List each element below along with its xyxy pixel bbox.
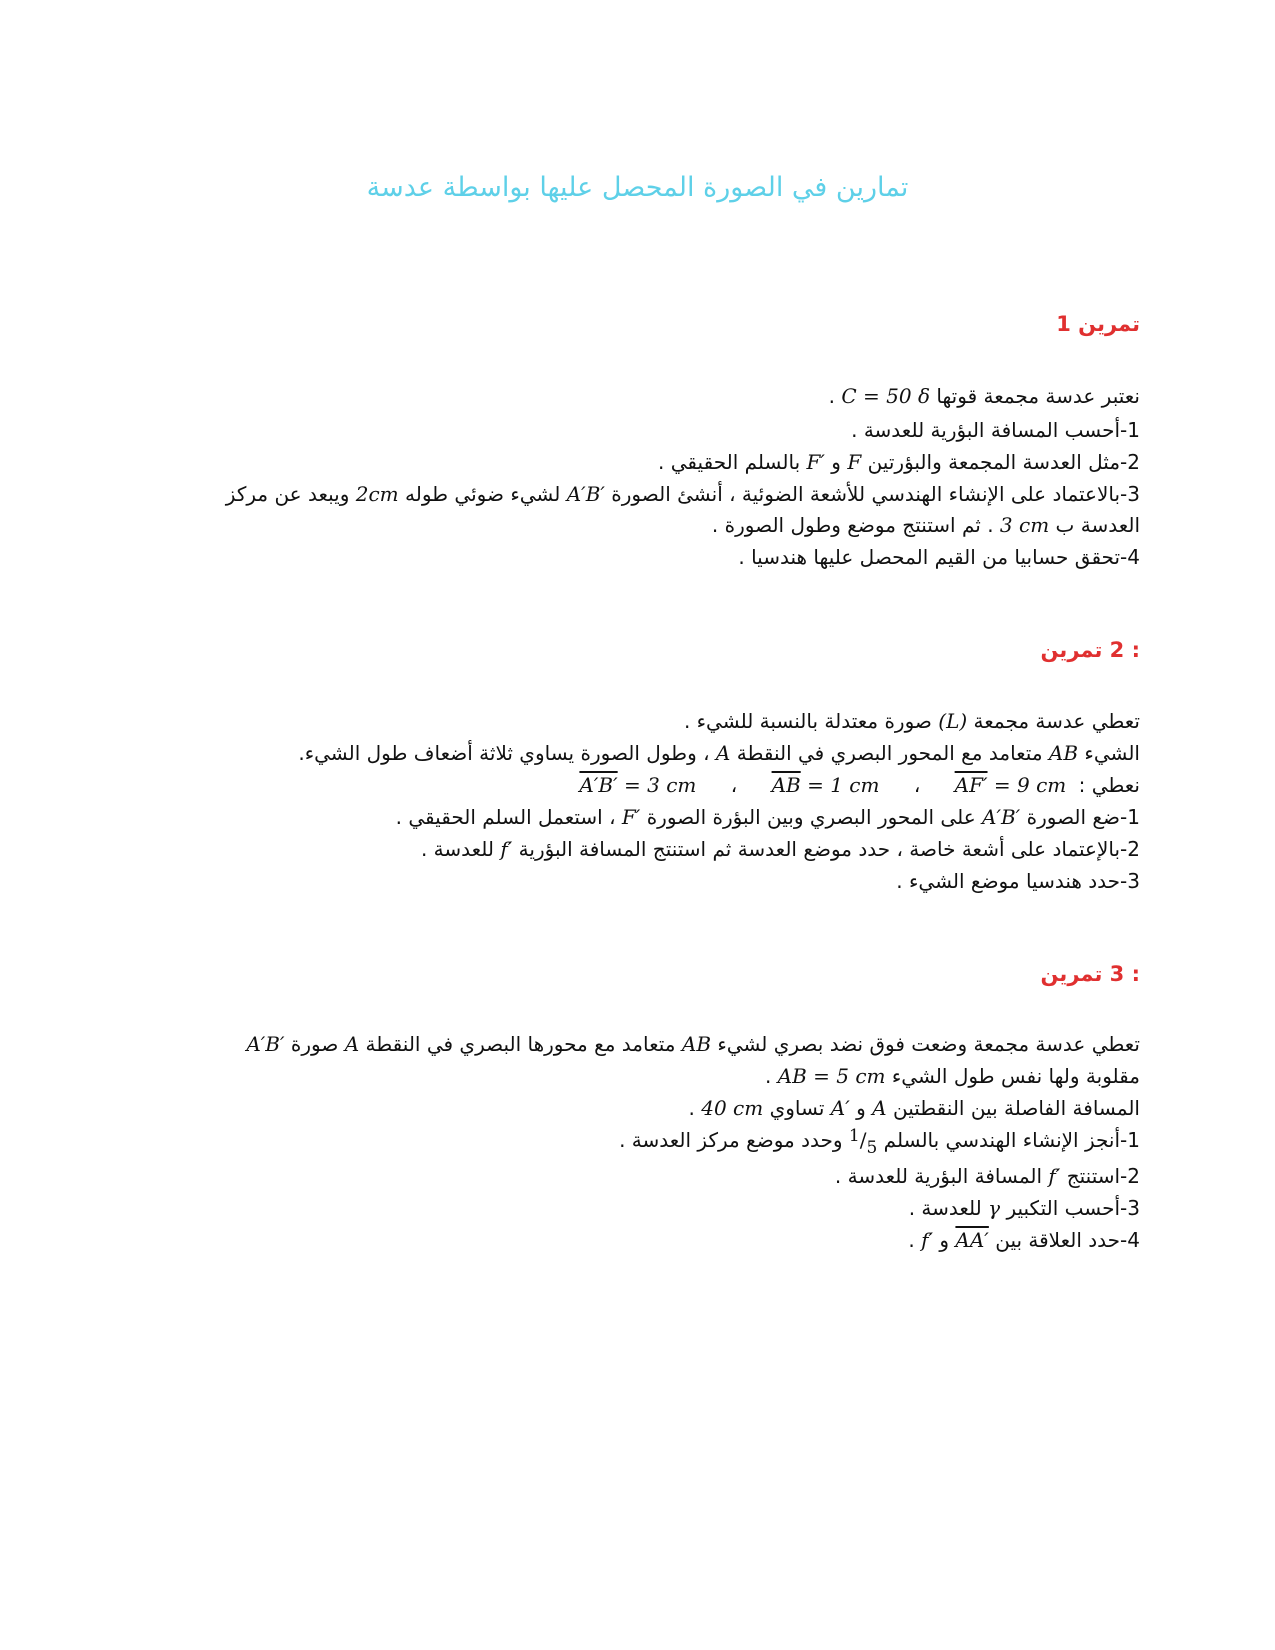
ex3-line-5-text: 2-استنتج: [1066, 1164, 1140, 1188]
ex1-line-2-text: 1-أحسب المسافة البؤرية للعدسة .: [851, 418, 1140, 442]
ex2-line-3-label: نعطي :: [1078, 773, 1140, 797]
ex2-line-4-text: 1-ضع الصورة: [1026, 805, 1140, 829]
ex2-line-1-math: (L): [938, 709, 968, 733]
ex3-line-1-text: تعطي عدسة مجمعة وضعت فوق نضد بصري لشيء: [717, 1032, 1140, 1056]
ex3-line-4: [619, 1126, 1140, 1156]
ex3-line-6: [909, 1194, 1140, 1222]
ex1-line-3-end: بالسلم الحقيقي .: [658, 450, 801, 474]
scale-denominator: 5: [866, 1138, 878, 1158]
exercise-1-heading: تمرين 1: [1056, 312, 1140, 336]
ex2-line-3-math-ab: [772, 771, 880, 799]
ex1-line-4-math-length: 2cm: [355, 482, 399, 506]
ex1-line-3-math-fprime: F′: [806, 450, 825, 474]
ex2-line-2: [298, 739, 1140, 767]
ex3-line-5-math: f′: [1048, 1164, 1061, 1188]
ex3-line-3-text: المسافة الفاصلة بين النقطتين: [892, 1096, 1140, 1120]
ex1-line-5-text: العدسة ب: [1055, 513, 1140, 537]
ex3-line-3-end: .: [688, 1096, 695, 1120]
ex2-line-3-af-vector: AF′: [954, 773, 988, 797]
ex3-line-7-text: 4-حدد العلاقة بين: [995, 1228, 1140, 1252]
ex2-line-5-text-2: للعدسة .: [420, 837, 494, 861]
ex2-line-1-text: تعطي عدسة مجمعة: [973, 709, 1140, 733]
ex1-line-4-text-2: لشيء ضوئي طوله: [405, 482, 561, 506]
ex1-line-5-text-2: . ثم استنتج موضع وطول الصورة .: [711, 513, 994, 537]
ex3-line-6-text-2: للعدسة .: [908, 1196, 982, 1220]
ex3-line-3-math-distance: 40 cm: [701, 1096, 764, 1120]
ex1-line-3-text: 2-مثل العدسة المجمعة والبؤرتين: [867, 450, 1140, 474]
ex2-line-5-text: 2-بالإعتماد على أشعة خاصة ، حدد موضع العدسة ثم استنتج المسافة البؤرية: [518, 837, 1140, 861]
ex2-line-3-af-value: = 9 cm: [987, 773, 1067, 797]
ex1-line-1-math: C = 50 δ: [841, 384, 930, 408]
ex1-line-5: [712, 511, 1140, 539]
ex2-line-2-text-2: متعامد مع المحور البصري في النقطة: [736, 741, 1043, 765]
ex3-line-1-math-a: A: [344, 1032, 360, 1056]
ex3-line-1-math-image: A′B′: [246, 1032, 285, 1056]
ex3-line-7-and: و: [939, 1228, 950, 1252]
ex3-line-7: [908, 1226, 1140, 1254]
scale-numerator: 1: [848, 1126, 860, 1146]
ex1-line-1-end: .: [828, 384, 836, 408]
ex2-line-1-text-2: صورة معتدلة بالنسبة للشيء .: [683, 709, 932, 733]
ex1-line-5-math: 3 cm: [999, 513, 1050, 537]
ex1-line-4-math-image: A′B′: [566, 482, 605, 506]
ex1-line-2: [851, 416, 1140, 444]
ex3-line-2-end: .: [764, 1064, 772, 1088]
ex3-line-2: [765, 1062, 1140, 1090]
ex3-line-2-text: مقلوبة ولها نفس طول الشيء: [891, 1064, 1140, 1088]
ex2-line-5: [421, 835, 1140, 863]
ex2-line-5-math: f′: [500, 837, 513, 861]
ex3-line-5-text-2: المسافة البؤرية للعدسة .: [834, 1164, 1043, 1188]
ex1-line-3-math-f: F: [847, 450, 862, 474]
ex2-line-6: [896, 867, 1140, 895]
ex1-line-6: [738, 543, 1140, 571]
ex3-line-3-math-a: A: [872, 1096, 887, 1120]
ex2-line-2-math-ab: AB: [1048, 741, 1079, 765]
ex3-line-3-math-aprime: A′: [830, 1096, 850, 1120]
ex3-line-4-scale-fraction: $^1/_5$: [848, 1126, 878, 1158]
ex3-line-4-text-2: وحدد موضع مركز العدسة .: [619, 1128, 843, 1152]
ex2-line-3-apbp-value: = 3 cm: [617, 773, 697, 797]
ex2-line-4-text-3: ، استعمل السلم الحقيقي .: [395, 805, 616, 829]
ex2-line-4-text-2: على المحور البصري وبين البؤرة الصورة: [646, 805, 976, 829]
ex2-line-3-ab-value: = 1 cm: [800, 773, 880, 797]
ex2-line-6-text: 3-حدد هندسيا موضع الشيء .: [896, 869, 1140, 893]
ex2-line-4-math-fprime: F′: [621, 805, 641, 829]
ex3-line-3-equals: تساوي: [769, 1096, 825, 1120]
exercise-3-heading: : 3 تمرين: [1040, 962, 1140, 986]
ex1-line-6-text: 4-تحقق حسابيا من القيم المحصل عليها هندسيا .: [738, 545, 1140, 569]
ex2-line-2-math-a: A: [715, 741, 731, 765]
ex1-line-1: [829, 382, 1140, 410]
ex3-line-1: [246, 1030, 1140, 1058]
ex1-line-4-text-3: ويبعد عن مركز: [225, 482, 350, 506]
ex2-line-1: [684, 707, 1140, 735]
ex3-line-5: [835, 1162, 1140, 1190]
ex1-line-4: [226, 480, 1140, 508]
ex3-line-1-text-3: صورة: [290, 1032, 339, 1056]
ex3-line-6-math: γ: [988, 1196, 1001, 1220]
ex2-line-2-text-3: ، وطول الصورة يساوي ثلاثة أضعاف طول الشيء.: [298, 741, 710, 765]
ex2-line-3: [579, 771, 1140, 799]
exercise-2-heading: : 2 تمرين: [1040, 638, 1140, 662]
page-title: تمارين في الصورة المحصل عليها بواسطة عدسة: [366, 172, 909, 203]
ex1-line-3-and: و: [831, 450, 841, 474]
ex3-line-7-math-fprime: f′: [921, 1228, 934, 1252]
ex3-line-2-math: AB = 5 cm: [777, 1064, 886, 1088]
ex3-line-3-and: و: [856, 1096, 866, 1120]
ex3-line-7-end: .: [908, 1228, 915, 1252]
ex3-line-1-text-2: متعامد مع محورها البصري في النقطة: [365, 1032, 676, 1056]
ex3-line-4-text: 1-أنجز الإنشاء الهندسي بالسلم: [883, 1128, 1140, 1152]
ex3-line-1-math-ab: AB: [681, 1032, 712, 1056]
ex2-line-2-text: الشيء: [1084, 741, 1140, 765]
ex3-line-6-text: 3-أحسب التكبير: [1006, 1196, 1140, 1220]
ex2-line-3-ab-vector: $\overline{AB}$: [771, 773, 801, 797]
ex3-line-3: [689, 1094, 1140, 1122]
ex2-line-3-apbp-vector: A′B′: [579, 773, 618, 797]
ex2-line-3-sep-1: ،: [913, 773, 921, 797]
ex2-line-3-math-aprimebprime: [579, 771, 696, 799]
ex3-line-7-math-aaprime: AA′: [955, 1228, 989, 1252]
ex1-line-4-text: 3-بالاعتماد على الإنشاء الهندسي للأشعة الضوئية ، أنشئ الصورة: [611, 482, 1140, 506]
ex1-line-3: [658, 448, 1140, 476]
ex2-line-4: [396, 803, 1140, 831]
ex2-line-3-math-af: [955, 771, 1067, 799]
ex2-line-4-math-image: A′B′: [982, 805, 1021, 829]
ex2-line-3-sep-2: ،: [730, 773, 738, 797]
ex1-line-1-text: نعتبر عدسة مجمعة قوتها: [936, 384, 1140, 408]
